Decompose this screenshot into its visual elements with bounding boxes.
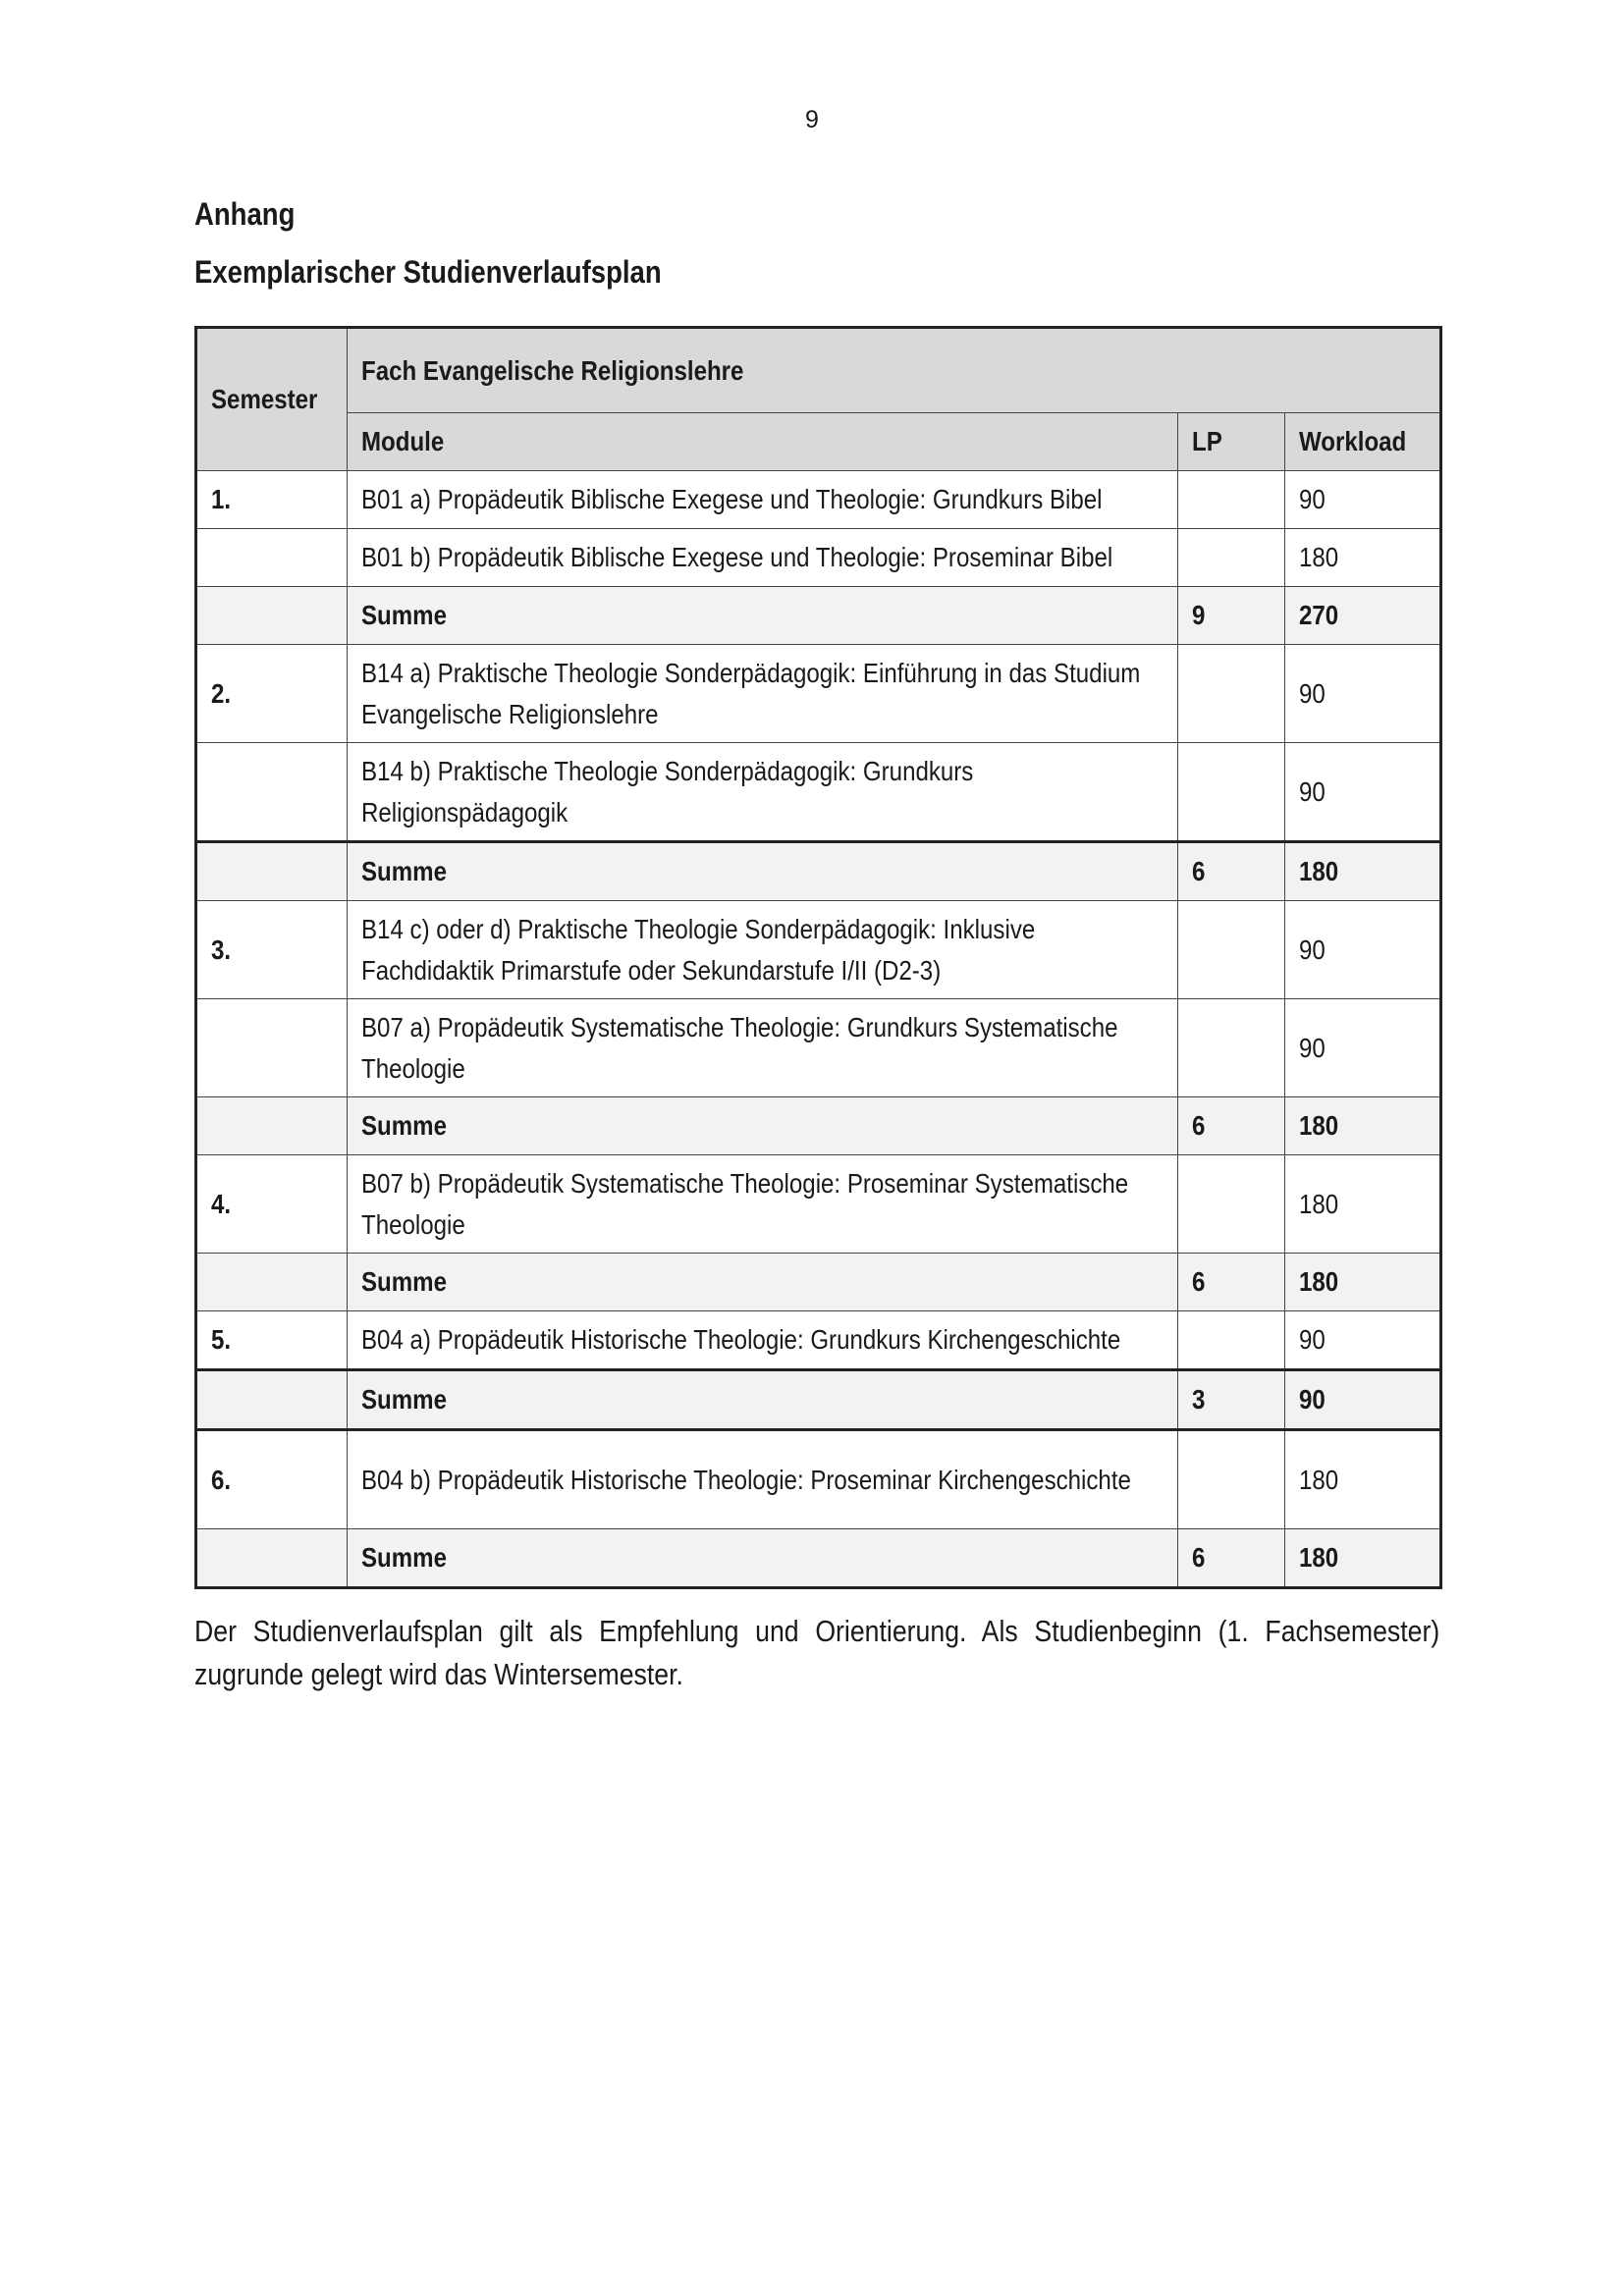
workload-cell: 90	[1285, 999, 1441, 1097]
module-cell: B01 a) Propädeutik Biblische Exegese und Theologie: Grundkurs Bibel	[348, 471, 1178, 529]
page-number: 9	[805, 106, 819, 133]
semester-cell: 4.	[196, 1155, 348, 1254]
sum-lp-cell: 6	[1178, 1254, 1285, 1311]
table-subheader-row	[196, 413, 1441, 471]
lp-cell	[1178, 901, 1285, 999]
semester-cell	[196, 1529, 348, 1588]
sum-workload-cell: 270	[1285, 587, 1441, 645]
study-plan-table	[194, 326, 1442, 1589]
workload-cell: 90	[1285, 1311, 1441, 1370]
table-row	[196, 999, 1441, 1097]
sum-label-cell: Summe	[348, 842, 1178, 901]
sum-label-cell: Summe	[348, 587, 1178, 645]
sum-row	[196, 1529, 1441, 1588]
sum-lp-cell: 6	[1178, 1097, 1285, 1155]
module-cell: B07 b) Propädeutik Systematische Theologie: Proseminar Systematische Theologie	[348, 1155, 1178, 1254]
sum-workload-cell: 180	[1285, 1097, 1441, 1155]
page-subheading: Exemplarischer Studienverlaufsplan	[194, 254, 662, 290]
subject-header: Fach Evangelische Religionslehre	[348, 328, 1441, 413]
workload-cell: 90	[1285, 471, 1441, 529]
semester-cell	[196, 587, 348, 645]
workload-cell: 180	[1285, 1430, 1441, 1529]
sum-workload-cell: 180	[1285, 1529, 1441, 1588]
module-cell: B14 c) oder d) Praktische Theologie Sonderpädagogik: Inklusive Fachdidaktik Primarstufe oder Sekundarstufe I/II (D2-3)	[348, 901, 1178, 999]
lp-cell	[1178, 743, 1285, 842]
sum-row	[196, 1370, 1441, 1430]
workload-cell: 90	[1285, 901, 1441, 999]
table-row	[196, 645, 1441, 743]
sum-lp-cell: 6	[1178, 842, 1285, 901]
semester-cell	[196, 529, 348, 587]
table-row	[196, 1155, 1441, 1254]
semester-cell	[196, 842, 348, 901]
workload-cell: 90	[1285, 743, 1441, 842]
semester-cell: 5.	[196, 1311, 348, 1370]
workload-cell: 90	[1285, 645, 1441, 743]
lp-cell	[1178, 1311, 1285, 1370]
sum-label-cell: Summe	[348, 1254, 1178, 1311]
sum-lp-cell: 3	[1178, 1370, 1285, 1430]
lp-cell	[1178, 999, 1285, 1097]
module-cell: B04 b) Propädeutik Historische Theologie: Proseminar Kirchengeschichte	[348, 1430, 1178, 1529]
workload-column-header: Workload	[1285, 413, 1441, 471]
sum-label-cell: Summe	[348, 1370, 1178, 1430]
semester-header: Semester	[196, 328, 348, 471]
module-column-header: Module	[348, 413, 1178, 471]
table-row	[196, 471, 1441, 529]
lp-column-header: LP	[1178, 413, 1285, 471]
semester-cell: 6.	[196, 1430, 348, 1529]
semester-cell	[196, 743, 348, 842]
module-cell: B01 b) Propädeutik Biblische Exegese und Theologie: Proseminar Bibel	[348, 529, 1178, 587]
sum-workload-cell: 180	[1285, 842, 1441, 901]
sum-label-cell: Summe	[348, 1529, 1178, 1588]
lp-cell	[1178, 1155, 1285, 1254]
semester-cell	[196, 1097, 348, 1155]
table-header-row	[196, 328, 1441, 413]
sum-lp-cell: 9	[1178, 587, 1285, 645]
table-row	[196, 1311, 1441, 1370]
lp-cell	[1178, 529, 1285, 587]
module-cell: B04 a) Propädeutik Historische Theologie: Grundkurs Kirchengeschichte	[348, 1311, 1178, 1370]
semester-cell	[196, 1370, 348, 1430]
workload-cell: 180	[1285, 529, 1441, 587]
semester-cell	[196, 999, 348, 1097]
semester-cell: 1.	[196, 471, 348, 529]
sum-lp-cell: 6	[1178, 1529, 1285, 1588]
recommendation-note-text: Der Studienverlaufsplan gilt als Empfehlung und Orientierung. Als Studienbeginn (1. Fachsemester) zugrunde gelegt wird das Wintersemester.	[194, 1614, 1440, 1691]
module-cell: B14 b) Praktische Theologie Sonderpädagogik: Grundkurs Religionspädagogik	[348, 743, 1178, 842]
sum-workload-cell: 180	[1285, 1254, 1441, 1311]
sum-workload-cell: 90	[1285, 1370, 1441, 1430]
table-row	[196, 529, 1441, 587]
sum-row	[196, 842, 1441, 901]
module-cell: B07 a) Propädeutik Systematische Theologie: Grundkurs Systematische Theologie	[348, 999, 1178, 1097]
table-row	[196, 901, 1441, 999]
semester-cell	[196, 1254, 348, 1311]
workload-cell: 180	[1285, 1155, 1441, 1254]
table-row	[196, 743, 1441, 842]
sum-row	[196, 1254, 1441, 1311]
sum-row	[196, 587, 1441, 645]
lp-cell	[1178, 1430, 1285, 1529]
module-cell: B14 a) Praktische Theologie Sonderpädagogik: Einführung in das Studium Evangelische Religionslehre	[348, 645, 1178, 743]
lp-cell	[1178, 471, 1285, 529]
sum-label-cell: Summe	[348, 1097, 1178, 1155]
recommendation-note	[194, 1610, 1439, 1696]
table-row	[196, 1430, 1441, 1529]
sum-row	[196, 1097, 1441, 1155]
semester-cell: 3.	[196, 901, 348, 999]
semester-cell: 2.	[196, 645, 348, 743]
lp-cell	[1178, 645, 1285, 743]
page-heading: Anhang	[194, 196, 296, 232]
